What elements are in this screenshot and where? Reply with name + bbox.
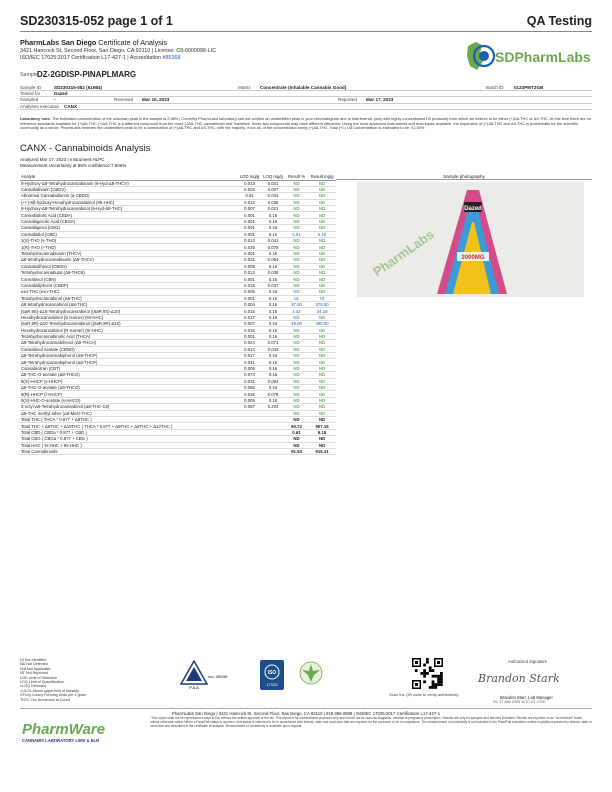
laboratory-note — [20, 117, 592, 131]
iso-text: ISO/IEC 17025:2017 Certification L17-427-1 | Accreditation # — [20, 55, 166, 61]
lod-value: 0.001 — [238, 250, 261, 256]
result-mgg: ND — [308, 257, 336, 263]
loq-value: 0.007 — [261, 186, 284, 192]
received-label: Received — [114, 97, 134, 103]
doc-type: Certificate of Analysis — [98, 38, 168, 47]
laboratory-note-text: The estimated concentration of the unknown peak in the sample is 2.36% | Currently PharmLabs laboratory can not confirm an unidentified peak in your chromatogram due to interference (only with highly concentrated D9 products) from which we believe to be either (+)Δ8-THC or Δ9-THC. At this time there are no reference standards available for (+)Δ8-THC (+)Δ9-THC is a different compound from the more (-)Δ8-THC cannabinoid and, therefore, these two compounds may have different efficacies. Using the most advanced instruments and techniques available, the separation of (+)Δ8-THC and Δ9-THC is problematic for the scientific community as a whole. PharmLabs believes the unidentified peak to be a combination of (+)Δ8-THC and Δ9-THC, with the majority, if not all, of the concentration being (+)Δ8-THC. Total (+/-) D8 Concentration is estimated to be: 51.50% — [20, 116, 592, 131]
total-name: Total CBG ( CBGa * 0.877 + CBG ) — [20, 436, 285, 442]
col-analyte: Analyte — [20, 171, 238, 180]
lod-value: 0.01 — [238, 193, 261, 199]
loq-value: 0.16 — [261, 321, 284, 327]
lod-value: 0.015 — [238, 282, 261, 288]
lod-value: 0.001 — [238, 231, 261, 237]
loq-value: 0.16 — [261, 289, 284, 295]
analyses-label: Analyses executed — [20, 103, 59, 109]
legend-item: NT Not Reported — [20, 671, 48, 676]
result-mgg: ND — [308, 180, 336, 186]
result-mgg: ND — [308, 327, 336, 333]
result-mgg: ND — [308, 250, 336, 256]
loq-value: 0.036 — [261, 199, 284, 205]
result-pct: ND — [285, 180, 308, 186]
lod-value: 0.031 — [238, 378, 261, 384]
lod-value: 0.041 — [238, 359, 261, 365]
result-mgg: ND — [308, 378, 336, 384]
loq-value: 0.16 — [261, 231, 284, 237]
loq-value: 0.094 — [261, 378, 284, 384]
signature: Brandon Stark — [478, 672, 560, 685]
result-pct: ND — [285, 314, 308, 320]
lod-value: 0.025 — [238, 244, 261, 250]
accreditation-number: Acc. #85368 — [208, 675, 228, 679]
legend-item: ND Not Detected — [20, 662, 48, 667]
analyte-name: Tetrahydrocannabinol (Δ9-THC) — [20, 295, 238, 301]
analyte-name: Δ8-tetrahydrocannabivarin (Δ8-THCV) — [20, 257, 238, 263]
result-pct: ND — [285, 385, 308, 391]
result-pct: ND — [285, 282, 308, 288]
col-result-mgg: Result mg/g — [308, 171, 336, 180]
loq-value: 0.043 — [261, 346, 284, 352]
lod-value: 0.066 — [238, 385, 261, 391]
analyte-name: 9-Hydroxy-Δ8-Tetrahydrocannabivarin (9-Hyd-Δ8-THCV) — [20, 180, 238, 186]
loq-value: 0.16 — [261, 359, 284, 365]
total-mgg: 915.31 — [308, 448, 336, 454]
legend-item: N/A Not Applicable — [20, 666, 51, 671]
analyte-name: (6aR,9R)-Δ10-Tetrahydrocannabinol ((6aR,9R)-Δ10) — [20, 321, 238, 327]
total-mgg: ND — [308, 436, 336, 442]
total-pct: 91.53 — [285, 448, 308, 454]
result-mgg: ND — [308, 289, 336, 295]
result-pct: 3.42 — [285, 308, 308, 314]
result-mgg: 490.00 — [308, 321, 336, 327]
analyte-name: Tetrahydrocannabivarin (THCV) — [20, 250, 238, 256]
result-pct: ND — [285, 404, 308, 410]
measurement-uncertainty: Measurement Uncertainty at 95% confidence:7.606% — [20, 163, 127, 168]
lod-value: 0.017 — [238, 353, 261, 359]
result-mgg: ND — [308, 199, 336, 205]
result-pct: ND — [285, 238, 308, 244]
result-mgg: 375.00 — [308, 301, 336, 307]
loq-value: 0.047 — [261, 282, 284, 288]
result-pct: ND — [285, 250, 308, 256]
total-mgg: 6.15 — [308, 429, 336, 435]
analyte-name: Abnormal Cannabidiorcin (a-CBDO) — [20, 193, 238, 199]
pjla-badge — [180, 660, 208, 695]
result-pct: ND — [285, 263, 308, 269]
analyte-name: 9(S)-HHC-O-acetate (s-HHCO) — [20, 397, 238, 403]
reported-value: Mar 17, 2023 — [366, 97, 394, 103]
lod-value: 0.014 — [238, 346, 261, 352]
total-pct: ND — [285, 436, 308, 442]
received-value: Mar 15, 2023 — [142, 97, 170, 103]
lod-value: 0.026 — [238, 391, 261, 397]
result-pct: ND — [285, 397, 308, 403]
result-mgg: ND — [308, 372, 336, 378]
matrix-label: Matrix — [238, 85, 251, 91]
result-pct: ND — [285, 289, 308, 295]
analyte-name: 9(S)-HHCP (s-HHCP) — [20, 378, 238, 384]
sample-photography-header: Sample photography — [336, 171, 592, 180]
analyte-name: Cannabinol Acetate (CBNO) — [20, 346, 238, 352]
result-pct: ND — [285, 186, 308, 192]
result-pct: ND — [285, 346, 308, 352]
lod-value: 0.067 — [238, 404, 261, 410]
loq-value: 0.16 — [261, 333, 284, 339]
loq-value: 0.16 — [261, 365, 284, 371]
sample-id-value: SD230315-052 (61984) — [54, 85, 103, 91]
result-pct: ND — [285, 212, 308, 218]
result-pct: ND — [285, 199, 308, 205]
loq-value: 0.031 — [261, 193, 284, 199]
result-pct: ND — [285, 359, 308, 365]
loq-value: 0.16 — [261, 314, 284, 320]
analyte-name: Cannabicitran (CBT) — [20, 365, 238, 371]
loq-value: 0.16 — [261, 372, 284, 378]
analyte-name: Hexahydrocannabinol (R Isomer) (9r-HHC) — [20, 327, 238, 333]
total-mgg: 907.16 — [308, 423, 336, 429]
lod-value: 0.012 — [238, 199, 261, 205]
result-mgg: ND — [308, 206, 336, 212]
total-name: Total HHC ( 9r-HHC + 9s-HHC ) — [20, 442, 285, 448]
iso-badge — [260, 660, 284, 695]
analyte-name: (6aR,9S)-Δ10-Tetrahydrocannabinol ((6aR,9S)-Δ10) — [20, 308, 238, 314]
pharmware-text: PharmWare — [22, 721, 106, 738]
lab-name: PharmLabs San Diego — [20, 38, 97, 47]
pjla-text: PJLA — [189, 685, 199, 690]
lod-value: 0.005 — [238, 289, 261, 295]
analyte-name: Cannabidiolic Acid (CBDA) — [20, 212, 238, 218]
document-id: SD230315-052 page 1 of 1 — [20, 14, 173, 28]
lod-value: 0.001 — [238, 218, 261, 224]
loq-value: 0.064 — [261, 257, 284, 263]
batch-label: Batch ID — [486, 85, 504, 91]
lod-value: 0.024 — [238, 340, 261, 346]
result-mgg: ND — [308, 276, 336, 282]
legend-item: UI Not Identified — [20, 658, 47, 662]
result-mgg: ND — [308, 391, 336, 397]
total-pct: ND — [285, 416, 308, 422]
loq-value: 0.041 — [261, 238, 284, 244]
result-mgg: ND — [308, 244, 336, 250]
batch-value: 0123PMT2GB — [514, 85, 544, 91]
result-pct: ND — [285, 340, 308, 346]
loq-value: 0.071 — [261, 340, 284, 346]
lod-value: 0.001 — [238, 212, 261, 218]
total-mgg: ND — [308, 416, 336, 422]
sample-label: Sample — [20, 72, 38, 78]
analyte-name: 9-Hydroxy-Δ8-Tetrahydrocannabinol (9-Hyd-Δ8-THC) — [20, 206, 238, 212]
authorized-signature-label: Authorized Signature — [508, 659, 548, 664]
result-pct: ND — [285, 410, 308, 416]
iso-badge-year: 17025 — [266, 682, 278, 687]
analyte-name: Δ8-THC-O-acetate (Δ8-THCO) — [20, 372, 238, 378]
scan-qr-text: Scan the QR code to verify authenticity. — [389, 692, 459, 697]
verification-qr-code[interactable] — [411, 657, 444, 690]
sample-photo — [357, 182, 584, 297]
iso-badge-text: ISO — [267, 670, 277, 676]
analyte-name: exo-THC (exo-THC) — [20, 289, 238, 295]
footer-disclaimer: *This report shall not be reproduced except in full, without the written approval of the lab. This report is for informational purposes only and should not be used as diagnosis, medical or pregnancy prescription. Results are only for samples and batches indicated. Results are reported on an "as received" basis, unless otherwise noted. When a Pass/Fail status is reported, that status is intended to be in accordance with federal, state and local laws that are required for the customer to be in compliance. The measurement of uncertainty is not included in the Pass/Fail evaluation unless explicitly requested by federal, state or local laws and described in the certificate of analysis. Measurement of uncertainty is available upon request. — [150, 716, 592, 728]
sample-id-label: Sample ID — [20, 85, 42, 91]
result-pct: 49.00 — [285, 321, 308, 327]
result-pct: ND — [285, 206, 308, 212]
total-row — [20, 448, 336, 454]
analyte-name: Cannabidiphorol (CBDP) — [20, 282, 238, 288]
loq-value: 0.16 — [261, 218, 284, 224]
result-mgg: ND — [308, 186, 336, 192]
result-pct: ND — [285, 193, 308, 199]
loq-value: 0.16 — [261, 385, 284, 391]
result-pct: ND — [285, 269, 308, 275]
analysis-title: CANX - Cannabinoids Analysis — [20, 143, 151, 154]
lod-value: 0.013 — [238, 180, 261, 186]
legend-item: LOD Limit of Detection — [20, 675, 58, 680]
total-name: Total THC + Δ8THC + Δ10THC ( THCA * 0.877 + Δ9THC + Δ8THC + Δ10THC ) — [20, 423, 285, 429]
result-mgg: ND — [308, 269, 336, 275]
lab-title — [20, 38, 167, 47]
analyte-name: Hexahydrocannabinol (S Isomer) (9s-HHC) — [20, 314, 238, 320]
sample-info — [20, 85, 592, 110]
result-mgg: ND — [308, 218, 336, 224]
loq-value: 0.075 — [261, 244, 284, 250]
analyte-name: (+/-)-9β-hydroxy-Hexahydrocannabinol (9b-HHC) — [20, 199, 238, 205]
result-mgg: ND — [308, 225, 336, 231]
photo-amount: 2000MG — [461, 255, 485, 261]
matrix-value: Concentrate (Inhalable Cannabis Good) — [260, 85, 347, 91]
result-pct: 37.50 — [285, 301, 308, 307]
analyte-name: 1(S)-THO (s-THO) — [20, 238, 238, 244]
footer-address: PharmLabs San Diego | 3421 Hancock St, Second Floor, San Diego, CA 92110 | 619.356.0898 | ISO/IEC 17025:2017 Certification L17-427-1 — [171, 711, 441, 716]
total-name: Total THC ( THCA * 0.877 + Δ9THC ) — [20, 416, 285, 422]
total-pct: 90.72 — [285, 423, 308, 429]
result-mgg: ND — [308, 346, 336, 352]
lab-address: 3421 Hancock St, Second Floor, San Diego, CA 92110 | License: C8-0000098-LIC — [20, 48, 217, 54]
result-pct: ND — [285, 257, 308, 263]
lod-value: 0.004 — [238, 301, 261, 307]
lod-value: 0.013 — [238, 238, 261, 244]
footer-divider — [20, 708, 592, 709]
signer-date: Fri, 17 Mar 2023 11:27:23 -0700 — [493, 700, 546, 704]
sample-name: DZ-2GDISP-PINAPLMARG — [37, 70, 137, 79]
analyte-name: Cannabigerolic Acid (CBGA) — [20, 218, 238, 224]
analyte-name: Δ9-Tetrahydrocannabihexol (Δ9-THCH) — [20, 340, 238, 346]
loq-value: 0.16 — [261, 397, 284, 403]
result-pct: ND — [285, 225, 308, 231]
total-pct: ND — [285, 442, 308, 448]
loq-value: 0.16 — [261, 353, 284, 359]
lod-value: 0.074 — [238, 372, 261, 378]
result-pct: ND — [285, 372, 308, 378]
result-pct: ND — [285, 391, 308, 397]
legend-item: CFU/g Colony Forming Units per 1 gram — [20, 693, 86, 698]
result-pct: 0.61 — [285, 231, 308, 237]
header-divider — [20, 31, 592, 32]
result-mgg: ND — [308, 404, 336, 410]
result-mgg: ND — [308, 263, 336, 269]
col-loq: LOQ mg/g — [261, 171, 284, 180]
analyte-name: Δ9-Tetrahydrocannabiphorol (Δ9-THCP) — [20, 353, 238, 359]
result-mgg: ND — [308, 410, 336, 416]
result-mgg: ND — [308, 353, 336, 359]
lod-value: 0.017 — [238, 314, 261, 320]
analyte-name: Δ8-Tetrahydrocannabiphorol (Δ8-THCP) — [20, 359, 238, 365]
analyte-name: 9(R)-HHCP (r-HHCP) — [20, 391, 238, 397]
loq-value: 0.16 — [261, 263, 284, 269]
sdpharmlabs-logo — [462, 36, 592, 76]
lod-value: 0.015 — [238, 308, 261, 314]
result-mgg: ND — [308, 333, 336, 339]
total-name: Total Cannabinoids — [20, 448, 285, 454]
lod-value: 0.007 — [238, 321, 261, 327]
result-mgg: ND — [308, 193, 336, 199]
analyte-name: 1(R)-THO (r-THO) — [20, 244, 238, 250]
result-pct: ND — [285, 276, 308, 282]
abbreviation-legend — [20, 658, 86, 702]
result-mgg: 34.16 — [308, 308, 336, 314]
laboratory-note-label: Laboratory note: — [20, 116, 51, 121]
lod-value: 0.001 — [238, 333, 261, 339]
analyte-name: 3-octyl-Δ8-Tetrahydrocannabinol (Δ8-THC-C8) — [20, 404, 238, 410]
loq-value: 0.16 — [261, 212, 284, 218]
result-mgg: UI — [308, 295, 336, 301]
result-pct: UI — [285, 295, 308, 301]
cannabis-badge — [296, 660, 326, 695]
result-pct: ND — [285, 378, 308, 384]
col-lod: LOD mg/g — [238, 171, 261, 180]
loq-value: 0.079 — [261, 391, 284, 397]
analyte-name: Cannabidivarin (CBDV) — [20, 186, 238, 192]
result-pct: ND — [285, 327, 308, 333]
lod-value: 0.001 — [238, 295, 261, 301]
lod-value: 0.001 — [238, 225, 261, 231]
signer-name: Brandon Starr, Lab Manager — [500, 695, 553, 700]
result-mgg: ND — [308, 340, 336, 346]
result-mgg: ND — [308, 385, 336, 391]
loq-value: 0.021 — [261, 206, 284, 212]
lod-value: 0.005 — [238, 263, 261, 269]
analyte-name: Δ9-THC methyl ether (Δ9-MeO-THC) — [20, 410, 238, 416]
analyte-name: Cannabidiol (CBD) — [20, 231, 238, 237]
loq-value: 0.038 — [261, 269, 284, 275]
qa-testing-label: QA Testing — [526, 14, 592, 28]
analyte-name: Tetrahydrocannabutol (Δ9-THCB) — [20, 269, 238, 275]
logo-text: SDPharmLabs — [495, 49, 591, 65]
sampled-value: - — [54, 97, 56, 103]
lab-iso-line — [20, 55, 181, 61]
lod-value: 0.002 — [238, 186, 261, 192]
analyte-name: Cannabigerol (CBG) — [20, 225, 238, 231]
lod-value: 0.016 — [238, 327, 261, 333]
col-result-pct: Result % — [285, 171, 308, 180]
result-pct: ND — [285, 353, 308, 359]
result-mgg: ND — [308, 282, 336, 288]
cannabinoid-table — [20, 171, 336, 455]
total-pct: 0.61 — [285, 429, 308, 435]
tested-for-label: Tested for — [20, 91, 41, 97]
loq-value: 0.204 — [261, 404, 284, 410]
lod-value: 0.001 — [238, 276, 261, 282]
legend-item: LOQ Limit of Quantification — [20, 680, 65, 685]
analyses-value: CANX — [64, 103, 78, 109]
result-mgg: ND — [308, 238, 336, 244]
loq-value: 0.16 — [261, 276, 284, 282]
total-name: Total CBD ( CBDa * 0.877 + CBD ) — [20, 429, 285, 435]
analyte-name: Cannabinol (CBN) — [20, 276, 238, 282]
analyte-name: Cannabidihexol (CBDH) — [20, 263, 238, 269]
analyte-name: Δ8-tetrahydrocannabinol (Δ8-THC) — [20, 301, 238, 307]
loq-value: 0.16 — [261, 225, 284, 231]
lod-value: 0.013 — [238, 269, 261, 275]
analyte-name: Δ9-THC-O-acetate (Δ9-THCO) — [20, 385, 238, 391]
loq-value: 0.041 — [261, 180, 284, 186]
legend-item: >ULOL Above upper limit of linearity — [20, 688, 79, 693]
analyzed-line: Analyzed Mar 17, 2023 | Instrument HLPC — [20, 157, 105, 162]
legend-item: TNTC Too Numerous to Count — [20, 697, 70, 702]
legend-item: <LOQ Detected — [20, 684, 46, 689]
result-pct: ND — [285, 333, 308, 339]
loq-value: 0.16 — [261, 295, 284, 301]
info-row-analyses — [20, 104, 592, 110]
loq-value: 0.16 — [261, 327, 284, 333]
result-pct: ND — [285, 244, 308, 250]
result-mgg: 6.15 — [308, 231, 336, 237]
accreditation-link[interactable]: 85368 — [165, 55, 181, 61]
analyte-name: Tetrahydrocannabinolic Acid (THCA) — [20, 333, 238, 339]
lod-value: 0.007 — [238, 206, 261, 212]
pharmware-subtitle: CANNABIS LABORATORY LIMS & ELN — [22, 738, 100, 743]
result-mgg: ND — [308, 397, 336, 403]
result-mgg: ND — [308, 365, 336, 371]
pharmware-logo — [20, 714, 140, 748]
result-pct: ND — [285, 365, 308, 371]
lod-value: 0.021 — [238, 257, 261, 263]
loq-value: 0.16 — [261, 250, 284, 256]
reported-label: Reported — [338, 97, 357, 103]
photo-brand: Dazed — [464, 206, 482, 212]
table-header-row — [20, 171, 336, 180]
sampled-label: Sampled — [20, 97, 39, 103]
result-mgg: ND — [308, 314, 336, 320]
loq-value: 0.16 — [261, 301, 284, 307]
lod-value: 0.005 — [238, 365, 261, 371]
total-mgg: ND — [308, 442, 336, 448]
tested-for-value: Dazed — [54, 91, 68, 97]
lod-value: 0.005 — [238, 397, 261, 403]
result-mgg: ND — [308, 359, 336, 365]
result-mgg: ND — [308, 212, 336, 218]
loq-value: 0.16 — [261, 308, 284, 314]
photo-watermark: PharmLabs — [370, 226, 437, 280]
result-pct: ND — [285, 218, 308, 224]
